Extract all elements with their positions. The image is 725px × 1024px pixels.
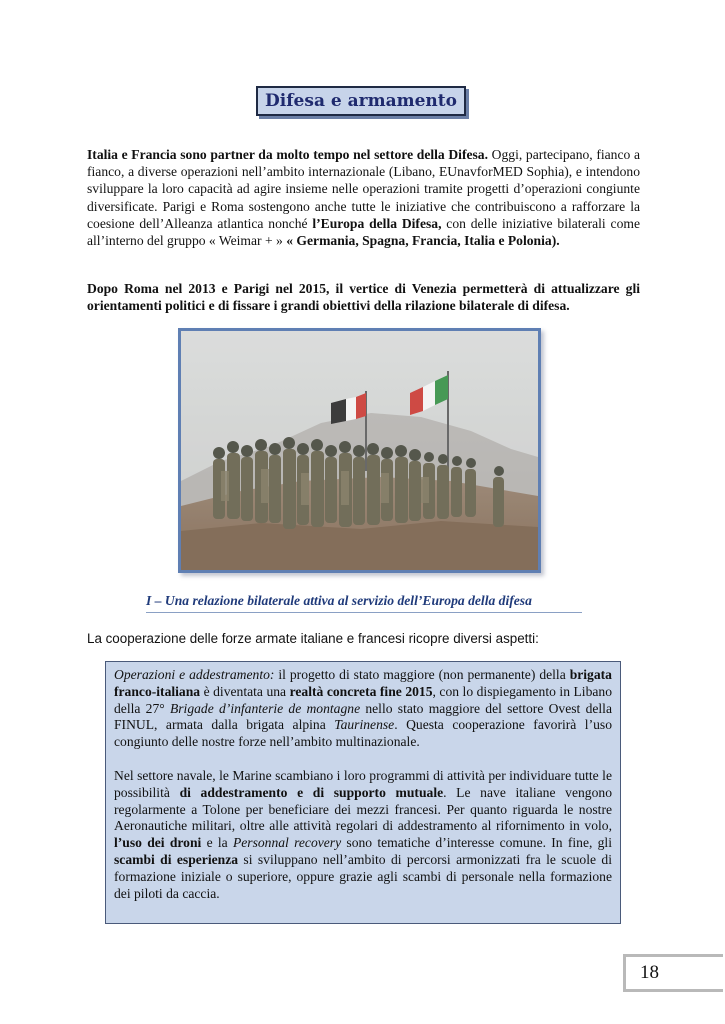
bold-text: realtà concreta fine 2015 [289,683,433,699]
italic-text: Brigade d’infanterie de montagne [169,700,361,716]
bold-text: Dopo Roma nel 2013 e Parigi nel 2015, il vertice di Venezia permetterà di attualizzare gli orientamenti politici e di fissare i grandi obiettivi della rilazione bilaterale di difesa. [87,281,640,314]
bold-text: Italia e Francia sono partner da molto tempo nel settore della Difesa. [87,147,488,162]
body-text: si sviluppano nell’ambito di percorsi armonizzati fra le scuole di formazione iniziale o superiore, oppure grazie agli scambi di personale nella formazione dei piloti da caccia. [114,851,612,901]
body-text: . Le nave italiane vengono regolarmente a Tolone per beneficiare dei mezzi francesi. Per quanto riguarda le nostre Aeronautiche militari, oltre alle attività regolari di addestramento al rifornimento in volo, [114,784,612,834]
naval-paragraph [114,768,612,902]
bold-text: brigata franco-italiana [114,667,612,699]
page-title-box [256,86,466,116]
intro-paragraph [87,146,640,249]
cooperation-intro: La cooperazione delle forze armate italiane e francesi ricopre diversi aspetti: [87,631,539,646]
body-text: il progetto di stato maggiore (non permanente) della [274,667,570,682]
bold-text: scambi di esperienza [114,851,239,867]
body-text: Nel settore navale, le Marine scambiano i loro programmi di attività per individuare tutte le possibilità [114,767,612,800]
body-text: sono tematiche d’interesse comune. In fine, gli [341,835,612,851]
soldiers-with-flags-photo [181,331,538,570]
body-text: e la [201,835,233,851]
body-text: nello stato maggiore del settore Ovest della FINUL, armata dalla brigata alpina [114,700,612,733]
page-title: Difesa e armamento [265,91,457,111]
body-text: è diventata una [200,683,290,699]
body-text: . Questa cooperazione favorirà l’uso congiunto delle nostre forze nell’ambito multinazionale. [114,717,612,750]
bold-text: « Germania, Spagna, Francia, Italia e Polonia). [286,233,560,249]
cooperation-box [105,661,621,924]
bold-text: di addestramento e di supporto mutuale [179,784,444,800]
page-number-box [623,954,723,992]
italic-text: Personnal recovery [232,835,342,851]
body-text: , con lo dispiegamento in Libano della 27° [114,683,613,716]
page-number: 18 [640,962,659,983]
bold-text: l’uso dei droni [114,835,202,851]
body-text: Oggi, partecipano, fianco a fianco, a diverse operazioni nell’ambito internazionale (Libano, EUnavforMED Sophia), e intendono sviluppare la loro capacità ad agire insieme nelle operazioni tramite progetti d’operazioni congiunte diversificate. Parigi e Roma sostengono anche tutte le iniziative che contribuiscono a rafforzare la coesione dell’Alleanza atlantica nonché [87,147,640,231]
italic-text: Taurinense [334,717,395,733]
training-paragraph [114,667,612,751]
section-heading: I – Una relazione bilaterale attiva al servizio dell’Europa della difesa [146,593,582,613]
italic-text: Operazioni e addestramento: [114,667,275,682]
bold-text: l’Europa della Difesa, [312,215,442,231]
soldiers-photo [178,328,541,573]
body-text: con delle iniziative bilaterali come all’interno del gruppo « Weimar + » [87,215,640,249]
summit-paragraph [87,280,640,314]
